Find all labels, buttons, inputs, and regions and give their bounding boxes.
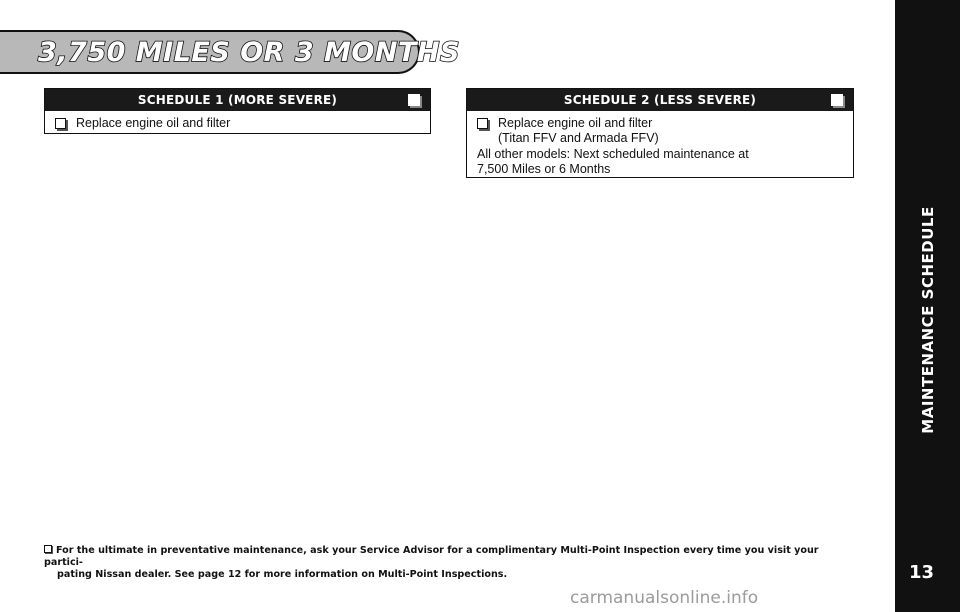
page-title: 3,750 MILES OR 3 MONTHS (38, 37, 460, 68)
schedule-1-box (44, 88, 431, 134)
watermark: carmanualsonline.info (570, 588, 759, 608)
schedule-2-item-label: Replace engine oil and filter (498, 116, 653, 130)
schedule-2-header-label: SCHEDULE 2 (LESS SEVERE) (563, 93, 757, 107)
schedule-2-note: All other models: Next scheduled maintenance at (477, 147, 749, 161)
section-title: MAINTENANCE SCHEDULE (919, 206, 937, 434)
schedule-1-item (55, 116, 420, 131)
schedule-2-item-qualifier: (Titan FFV and Armada FFV) (498, 131, 659, 145)
title-banner (0, 30, 460, 74)
page-number: 13 (908, 562, 935, 583)
header-checkbox-icon (408, 94, 420, 106)
footnote-checkbox-icon (44, 545, 52, 553)
schedule-1-header-label: SCHEDULE 1 (MORE SEVERE) (137, 93, 338, 107)
schedule-2-header (467, 89, 853, 111)
checkbox-icon[interactable] (55, 118, 66, 129)
footnote (44, 545, 859, 581)
header-checkbox-icon (831, 94, 843, 106)
schedule-2-box (466, 88, 854, 178)
schedule-2-note-continued: 7,500 Miles or 6 Months (477, 162, 611, 176)
schedule-1-header (45, 89, 430, 111)
checkbox-icon[interactable] (477, 118, 488, 129)
footnote-line-1: For the ultimate in preventative maintenance, ask your Service Advisor for a complimentary Multi-Point Inspection every time you visit your partici- (44, 545, 819, 568)
footnote-line-2: pating Nissan dealer. See page 12 for more information on Multi-Point Inspections. (57, 569, 508, 580)
sidebar-tab (895, 0, 960, 612)
schedule-1-item-label: Replace engine oil and filter (76, 116, 231, 130)
schedule-2-item (477, 116, 843, 131)
